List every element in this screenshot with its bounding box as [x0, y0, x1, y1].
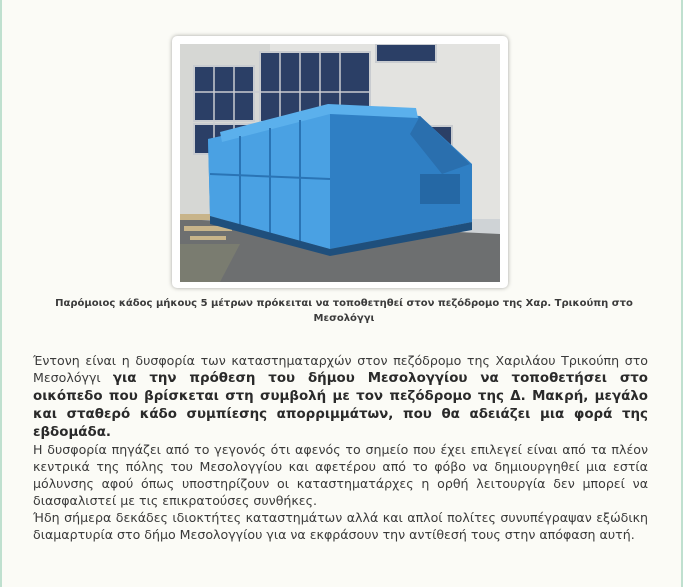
intro-text: Έντονη είναι η δυσφορία των καταστηματαρχών στον πεζόδρομο της Χαριλάου Τρικούπη στο Μεσολόγγι — [33, 353, 648, 385]
intro-bold-text: για την πρόθεση του δήμου Μεσολογγίου να τοποθετήσει στο οικόπεδο που βρίσκεται στη συμβολή με τον πεζόδρομο της Δ. Μακρή, μεγάλο και σταθερό κάδο συμπίεσης απορριμμάτων, που θα αδειάζει μια φορά της εβδομάδα. — [33, 371, 648, 440]
waste-container-image — [180, 44, 500, 282]
photo-caption: Παρόμοιος κάδος μήκους 5 μέτρων πρόκειται να τοποθετηθεί στον πεζόδρομο της Χαρ. Τρικούπη στο Μεσολόγγι — [55, 298, 633, 324]
article-body — [33, 352, 648, 543]
paragraph-protest: Ήδη σήμερα δεκάδες ιδιοκτήτες καταστημάτων αλλά και απλοί πολίτες συνυπέγραψαν εξώδικη διαμαρτυρία στο δήμο Μεσολογγίου για να εκφράσουν την αντίθεσή τους στην απόφαση αυτή. — [33, 510, 648, 542]
paragraph-concern: Η δυσφορία πηγάζει από το γεγονός ότι αφενός το σημείο που έχει επιλεγεί είναι από τα πλέον κεντρικά της πόλης του Μεσολογγίου και αφετέρου από το φόβο να δημιουργηθεί μια εστία μόλυνσης αφού όπως υποστηρίζουν οι καταστηματάρχες η ορθή λειτουργία δεν μπορεί να διασφαλιστεί με τις επικρατούσες συνθήκες. — [33, 442, 648, 508]
photo-frame — [172, 36, 508, 288]
container-photo — [180, 44, 500, 282]
paragraph-intro — [33, 352, 648, 441]
